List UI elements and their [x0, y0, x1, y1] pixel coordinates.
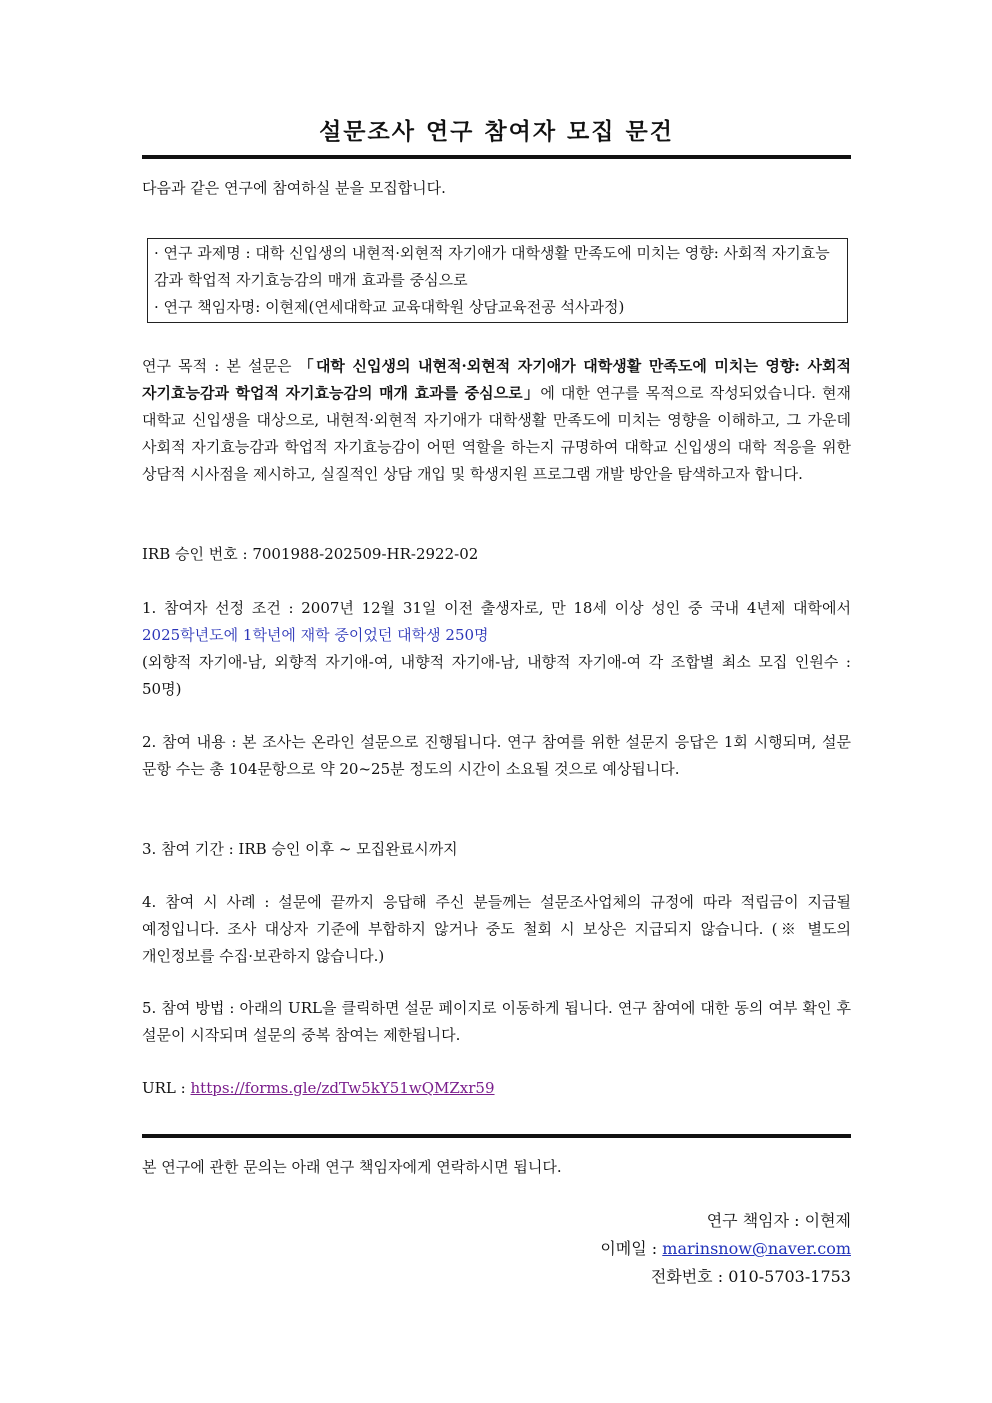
survey-url-link[interactable]: https://forms.gle/zdTw5kY51wQMZxr59 [190, 1079, 495, 1097]
research-info-box [147, 238, 848, 323]
email-label: 이메일 : [600, 1239, 663, 1258]
reward-paragraph: 4. 참여 시 사례 : 설문에 끝까지 응답해 주신 분들께는 설문조사업체의 규정에 따라 적립금이 지급될 예정입니다. 조사 대상자 기준에 부합하지 않거나 중도 철회 시 보상은 지급되지 않습니다. (※ 별도의 개인정보를 수집·보관하지 않습니다.) [142, 893, 851, 965]
period-paragraph: 3. 참여 기간 : IRB 승인 이후 ~ 모집완료시까지 [142, 840, 458, 858]
url-line [142, 1075, 851, 1102]
irb-number: IRB 승인 번호 : 7001988-202509-HR-2922-02 [142, 545, 479, 563]
contact-email-line [600, 1235, 851, 1263]
bottom-divider [142, 1134, 851, 1138]
intro-text: 다음과 같은 연구에 참여하실 분을 모집합니다. [142, 179, 446, 197]
document-title: 설문조사 연구 참여자 모집 문건 [319, 118, 674, 145]
criteria-lead: 1. 참여자 선정 조건 : 2007년 12월 31일 이전 출생자로, 만 18세 이상 성인 중 국내 4년제 대학에서 [142, 599, 851, 617]
contact-block [600, 1207, 851, 1291]
contact-investigator: 연구 책임자 : 이현제 [706, 1211, 851, 1230]
purpose-paragraph [142, 353, 851, 488]
contact-phone: 전화번호 : 010-5703-1753 [650, 1267, 851, 1286]
criteria-paragraph [142, 595, 851, 703]
project-title-line: · 연구 과제명 : 대학 신입생의 내현적·외현적 자기애가 대학생활 만족도에 미치는 영향: 사회적 자기효능감과 학업적 자기효능감의 매개 효과를 중심으로 [154, 244, 830, 289]
inquiry-text: 본 연구에 관한 문의는 아래 연구 책임자에게 연락하시면 됩니다. [142, 1158, 562, 1176]
content-paragraph: 2. 참여 내용 : 본 조사는 온라인 설문으로 진행됩니다. 연구 참여를 위한 설문지 응답은 1회 시행되며, 설문 문항 수는 총 104문항으로 약 20~25분 정도의 시간이 소요될 것으로 예상됩니다. [142, 733, 851, 778]
top-divider [142, 155, 851, 159]
purpose-lead: 연구 목적 : 본 설문은 [142, 357, 299, 375]
purpose-study-title: 「대학 신입생의 내현적·외현적 자기애가 대학생활 만족도에 미치는 영향: 사회적 자기효능감과 학업적 자기효능감의 매개 효과를 중심으로」 [142, 357, 851, 402]
email-link[interactable]: marinsnow@naver.com [662, 1239, 851, 1258]
criteria-highlight: 2025학년도에 1학년에 재학 중이었던 대학생 250명 [142, 626, 489, 644]
method-paragraph: 5. 참여 방법 : 아래의 URL을 클릭하면 설문 페이지로 이동하게 됩니다. 연구 참여에 대한 동의 여부 확인 후 설문이 시작되며 설문의 중복 참여는 제한됩니다. [142, 999, 851, 1044]
purpose-rest: 에 대한 연구를 목적으로 작성되었습니다. 현재 대학교 신입생을 대상으로, 내현적·외현적 자기애가 대학생활 만족도에 미치는 영향을 이해하고, 그 가운데 사회적 자기효능감과 학업적 자기효능감이 어떤 역할을 하는지 규명하여 대학교 신입생의 대학 적응을 위한 상담적 시사점을 제시하고, 실질적인 상담 개입 및 학생지원 프로그램 개발 방안을 탐색하고자 합니다. [142, 384, 851, 483]
url-label: URL : [142, 1079, 191, 1097]
investigator-line: · 연구 책임자명: 이현제(연세대학교 교육대학원 상담교육전공 석사과정) [154, 298, 625, 316]
criteria-note: (외향적 자기애-남, 외향적 자기애-여, 내향적 자기애-남, 내향적 자기애-여 각 조합별 최소 모집 인원수 : 50명) [142, 653, 851, 698]
